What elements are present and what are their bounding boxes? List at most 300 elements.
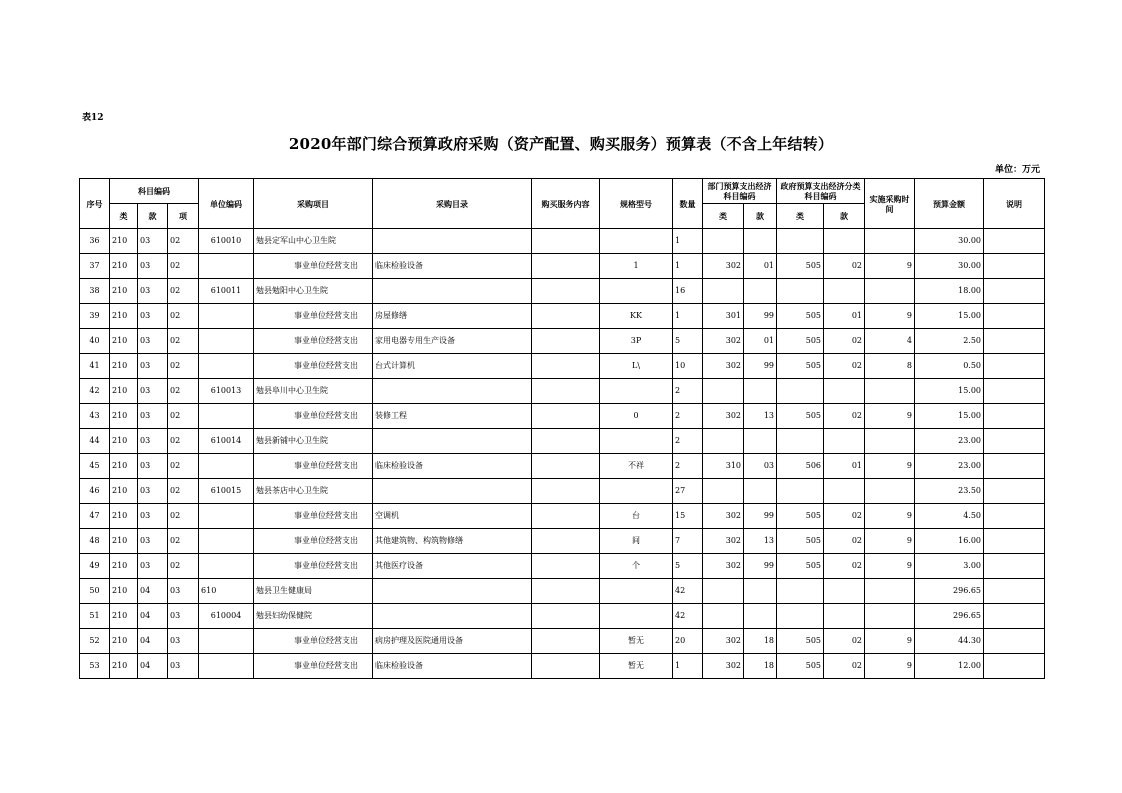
- cell-spec: 暂无: [600, 654, 673, 679]
- cell-service: [532, 504, 600, 529]
- cell-dl: [703, 604, 744, 629]
- cell-gl: 505: [777, 304, 824, 329]
- cell-note: [984, 454, 1045, 479]
- table-row: [80, 454, 1045, 479]
- cell-amount: 15.00: [915, 379, 984, 404]
- cell-qty: 1: [673, 304, 703, 329]
- cell-spec: 1: [600, 254, 673, 279]
- cell-service: [532, 654, 600, 679]
- cell-project: 事业单位经营支出: [254, 254, 373, 279]
- cell-spec: 间: [600, 529, 673, 554]
- cell-gl: 505: [777, 354, 824, 379]
- cell-gk: 02: [824, 529, 865, 554]
- header-spec: 规格型号: [600, 179, 673, 229]
- page-title: 2020年部门综合预算政府采购（资产配置、购买服务）预算表（不含上年结转）: [288, 135, 834, 153]
- cell-gl: 505: [777, 554, 824, 579]
- cell-dl: 310: [703, 454, 744, 479]
- cell-kuan: 04: [138, 629, 168, 654]
- cell-catalog: 房屋修缮: [373, 304, 532, 329]
- cell-unit-code: 610013: [199, 379, 254, 404]
- cell-gk: 02: [824, 629, 865, 654]
- cell-qty: 10: [673, 354, 703, 379]
- cell-gl: 505: [777, 504, 824, 529]
- cell-lei: 210: [110, 554, 138, 579]
- cell-catalog: 临床检验设备: [373, 454, 532, 479]
- cell-time: [865, 429, 915, 454]
- cell-amount: 296.65: [915, 604, 984, 629]
- cell-time: 8: [865, 354, 915, 379]
- cell-note: [984, 579, 1045, 604]
- cell-unit-code: [199, 529, 254, 554]
- cell-time: 9: [865, 554, 915, 579]
- cell-gl: 505: [777, 254, 824, 279]
- cell-xiang: 02: [168, 329, 199, 354]
- cell-dk: 01: [744, 329, 777, 354]
- cell-catalog: 病房护理及医院通用设备: [373, 629, 532, 654]
- cell-unit-code: [199, 554, 254, 579]
- cell-note: [984, 629, 1045, 654]
- header-qty: 数量: [673, 179, 703, 229]
- cell-catalog: [373, 279, 532, 304]
- cell-seq: 47: [80, 504, 110, 529]
- table-row: [80, 604, 1045, 629]
- cell-catalog: [373, 429, 532, 454]
- cell-service: [532, 329, 600, 354]
- cell-dk: 01: [744, 254, 777, 279]
- cell-qty: 27: [673, 479, 703, 504]
- cell-xiang: 02: [168, 454, 199, 479]
- cell-gl: [777, 429, 824, 454]
- cell-note: [984, 254, 1045, 279]
- cell-amount: 2.50: [915, 329, 984, 354]
- header-catalog: 采购目录: [373, 179, 532, 229]
- cell-kuan: 03: [138, 454, 168, 479]
- cell-service: [532, 304, 600, 329]
- cell-xiang: 02: [168, 354, 199, 379]
- cell-lei: 210: [110, 479, 138, 504]
- cell-dk: 13: [744, 529, 777, 554]
- cell-xiang: 02: [168, 229, 199, 254]
- cell-note: [984, 504, 1045, 529]
- cell-kuan: 03: [138, 354, 168, 379]
- cell-kuan: 03: [138, 529, 168, 554]
- cell-dl: 302: [703, 329, 744, 354]
- cell-seq: 46: [80, 479, 110, 504]
- cell-time: 9: [865, 254, 915, 279]
- cell-spec: [600, 229, 673, 254]
- cell-lei: 210: [110, 654, 138, 679]
- cell-seq: 40: [80, 329, 110, 354]
- cell-gl: [777, 479, 824, 504]
- table-row: [80, 329, 1045, 354]
- cell-seq: 52: [80, 629, 110, 654]
- cell-gl: [777, 604, 824, 629]
- cell-dk: 99: [744, 504, 777, 529]
- cell-gl: 505: [777, 654, 824, 679]
- cell-seq: 38: [80, 279, 110, 304]
- cell-gk: 02: [824, 654, 865, 679]
- cell-catalog: 临床检验设备: [373, 254, 532, 279]
- cell-xiang: 02: [168, 504, 199, 529]
- cell-seq: 49: [80, 554, 110, 579]
- cell-qty: 1: [673, 254, 703, 279]
- cell-qty: 2: [673, 454, 703, 479]
- cell-gl: 506: [777, 454, 824, 479]
- cell-qty: 7: [673, 529, 703, 554]
- cell-seq: 50: [80, 579, 110, 604]
- cell-gk: [824, 479, 865, 504]
- cell-amount: 3.00: [915, 554, 984, 579]
- cell-dk: [744, 279, 777, 304]
- cell-dk: 99: [744, 554, 777, 579]
- cell-unit-code: 610004: [199, 604, 254, 629]
- cell-spec: 3P: [600, 329, 673, 354]
- cell-catalog: 其他建筑物、构筑物修缮: [373, 529, 532, 554]
- cell-project: 勉县勉阳中心卫生院: [254, 279, 373, 304]
- cell-amount: 15.00: [915, 304, 984, 329]
- cell-spec: KK: [600, 304, 673, 329]
- cell-catalog: [373, 229, 532, 254]
- cell-dl: 302: [703, 504, 744, 529]
- cell-dk: 18: [744, 629, 777, 654]
- table-row: [80, 404, 1045, 429]
- cell-dk: 03: [744, 454, 777, 479]
- cell-xiang: 03: [168, 579, 199, 604]
- cell-note: [984, 654, 1045, 679]
- cell-kuan: 04: [138, 654, 168, 679]
- cell-dk: 18: [744, 654, 777, 679]
- cell-dl: 302: [703, 554, 744, 579]
- cell-gk: 02: [824, 329, 865, 354]
- cell-note: [984, 229, 1045, 254]
- table-row: [80, 429, 1045, 454]
- cell-catalog: [373, 579, 532, 604]
- cell-gl: [777, 379, 824, 404]
- cell-dk: 99: [744, 304, 777, 329]
- cell-note: [984, 604, 1045, 629]
- cell-time: 9: [865, 654, 915, 679]
- cell-unit-code: 610014: [199, 429, 254, 454]
- cell-dl: 302: [703, 629, 744, 654]
- cell-note: [984, 404, 1045, 429]
- cell-xiang: 03: [168, 629, 199, 654]
- cell-xiang: 02: [168, 404, 199, 429]
- cell-unit-code: [199, 354, 254, 379]
- cell-amount: 44.30: [915, 629, 984, 654]
- cell-lei: 210: [110, 279, 138, 304]
- cell-time: 9: [865, 454, 915, 479]
- cell-kuan: 03: [138, 229, 168, 254]
- cell-lei: 210: [110, 604, 138, 629]
- cell-dk: [744, 604, 777, 629]
- cell-project: 事业单位经营支出: [254, 629, 373, 654]
- cell-lei: 210: [110, 379, 138, 404]
- cell-amount: 23.00: [915, 454, 984, 479]
- table-row: [80, 354, 1045, 379]
- cell-spec: 0: [600, 404, 673, 429]
- cell-lei: 210: [110, 404, 138, 429]
- cell-qty: 5: [673, 554, 703, 579]
- cell-qty: 42: [673, 579, 703, 604]
- cell-xiang: 03: [168, 604, 199, 629]
- cell-dl: [703, 579, 744, 604]
- cell-gl: 505: [777, 404, 824, 429]
- cell-qty: 42: [673, 604, 703, 629]
- cell-spec: [600, 279, 673, 304]
- cell-note: [984, 329, 1045, 354]
- cell-unit-code: 610010: [199, 229, 254, 254]
- cell-unit-code: [199, 254, 254, 279]
- cell-service: [532, 529, 600, 554]
- cell-kuan: 04: [138, 604, 168, 629]
- cell-amount: 12.00: [915, 654, 984, 679]
- cell-lei: 210: [110, 304, 138, 329]
- cell-dk: [744, 579, 777, 604]
- cell-kuan: 03: [138, 254, 168, 279]
- cell-qty: 1: [673, 654, 703, 679]
- cell-service: [532, 429, 600, 454]
- cell-amount: 30.00: [915, 229, 984, 254]
- cell-gk: 02: [824, 354, 865, 379]
- cell-spec: [600, 604, 673, 629]
- cell-service: [532, 454, 600, 479]
- cell-amount: 4.50: [915, 504, 984, 529]
- header-dept-lei: 类: [703, 204, 744, 229]
- cell-gl: 505: [777, 529, 824, 554]
- cell-amount: 296.65: [915, 579, 984, 604]
- cell-project: 事业单位经营支出: [254, 354, 373, 379]
- table-row: [80, 529, 1045, 554]
- cell-qty: 15: [673, 504, 703, 529]
- cell-lei: 210: [110, 529, 138, 554]
- cell-dk: [744, 479, 777, 504]
- cell-project: 勉县阜川中心卫生院: [254, 379, 373, 404]
- cell-kuan: 03: [138, 504, 168, 529]
- cell-qty: 2: [673, 404, 703, 429]
- cell-service: [532, 629, 600, 654]
- cell-dl: 302: [703, 254, 744, 279]
- cell-catalog: 装修工程: [373, 404, 532, 429]
- table-row: [80, 504, 1045, 529]
- cell-project: 勉县茶店中心卫生院: [254, 479, 373, 504]
- cell-time: [865, 579, 915, 604]
- table-row: [80, 479, 1045, 504]
- cell-seq: 44: [80, 429, 110, 454]
- table-number: 表12: [82, 113, 104, 123]
- cell-unit-code: [199, 654, 254, 679]
- header-lei: 类: [110, 204, 138, 229]
- cell-project: 勉县妇幼保健院: [254, 604, 373, 629]
- cell-time: [865, 229, 915, 254]
- cell-qty: 2: [673, 379, 703, 404]
- cell-service: [532, 354, 600, 379]
- cell-note: [984, 429, 1045, 454]
- header-kuan: 款: [138, 204, 168, 229]
- cell-dl: 301: [703, 304, 744, 329]
- cell-time: [865, 479, 915, 504]
- cell-time: 9: [865, 404, 915, 429]
- cell-amount: 18.00: [915, 279, 984, 304]
- cell-kuan: 03: [138, 379, 168, 404]
- cell-note: [984, 554, 1045, 579]
- table-row: [80, 654, 1045, 679]
- cell-time: 4: [865, 329, 915, 354]
- cell-unit-code: [199, 629, 254, 654]
- cell-dk: [744, 229, 777, 254]
- cell-gl: 505: [777, 629, 824, 654]
- header-dept-kuan: 款: [744, 204, 777, 229]
- cell-seq: 53: [80, 654, 110, 679]
- cell-unit-code: [199, 304, 254, 329]
- cell-xiang: 03: [168, 654, 199, 679]
- cell-seq: 43: [80, 404, 110, 429]
- table-body: [80, 229, 1045, 679]
- cell-time: [865, 604, 915, 629]
- cell-gl: [777, 279, 824, 304]
- cell-dl: [703, 279, 744, 304]
- cell-spec: 不祥: [600, 454, 673, 479]
- table-row: [80, 554, 1045, 579]
- cell-note: [984, 354, 1045, 379]
- cell-spec: [600, 579, 673, 604]
- cell-kuan: 04: [138, 579, 168, 604]
- cell-dk: [744, 429, 777, 454]
- table-row: [80, 304, 1045, 329]
- cell-gk: 02: [824, 554, 865, 579]
- cell-dl: 302: [703, 354, 744, 379]
- cell-service: [532, 254, 600, 279]
- cell-catalog: [373, 479, 532, 504]
- header-unit-code: 单位编码: [199, 179, 254, 229]
- cell-seq: 45: [80, 454, 110, 479]
- cell-gk: 02: [824, 404, 865, 429]
- cell-kuan: 03: [138, 279, 168, 304]
- cell-gk: 02: [824, 254, 865, 279]
- cell-project: 勉县卫生健康局: [254, 579, 373, 604]
- cell-project: 勉县定军山中心卫生院: [254, 229, 373, 254]
- cell-gk: [824, 579, 865, 604]
- cell-lei: 210: [110, 354, 138, 379]
- cell-unit-code: [199, 329, 254, 354]
- procurement-budget-table: [79, 178, 1045, 679]
- cell-dl: 302: [703, 529, 744, 554]
- header-project: 采购项目: [254, 179, 373, 229]
- header-subject-code: 科目编码: [110, 179, 199, 204]
- header-time: 实施采购时间: [865, 179, 915, 229]
- cell-service: [532, 554, 600, 579]
- cell-xiang: 02: [168, 304, 199, 329]
- cell-kuan: 03: [138, 429, 168, 454]
- cell-dk: 99: [744, 354, 777, 379]
- cell-service: [532, 604, 600, 629]
- cell-gk: [824, 429, 865, 454]
- cell-dl: [703, 379, 744, 404]
- cell-gk: 01: [824, 454, 865, 479]
- cell-spec: 台: [600, 504, 673, 529]
- cell-project: 事业单位经营支出: [254, 404, 373, 429]
- cell-gk: 01: [824, 304, 865, 329]
- cell-gl: 505: [777, 329, 824, 354]
- table-row: [80, 379, 1045, 404]
- cell-lei: 210: [110, 329, 138, 354]
- cell-xiang: 02: [168, 279, 199, 304]
- cell-kuan: 03: [138, 329, 168, 354]
- cell-xiang: 02: [168, 554, 199, 579]
- cell-project: 事业单位经营支出: [254, 529, 373, 554]
- cell-seq: 39: [80, 304, 110, 329]
- header-xiang: 项: [168, 204, 199, 229]
- cell-service: [532, 579, 600, 604]
- header-amount: 预算金额: [915, 179, 984, 229]
- cell-catalog: 空调机: [373, 504, 532, 529]
- cell-service: [532, 404, 600, 429]
- cell-dl: [703, 229, 744, 254]
- cell-time: 9: [865, 529, 915, 554]
- cell-note: [984, 379, 1045, 404]
- cell-catalog: 其他医疗设备: [373, 554, 532, 579]
- cell-project: 事业单位经营支出: [254, 654, 373, 679]
- table-row: [80, 254, 1045, 279]
- header-service: 购买服务内容: [532, 179, 600, 229]
- cell-lei: 210: [110, 504, 138, 529]
- cell-unit-code: [199, 404, 254, 429]
- cell-catalog: [373, 379, 532, 404]
- cell-gk: [824, 279, 865, 304]
- cell-service: [532, 379, 600, 404]
- cell-kuan: 03: [138, 404, 168, 429]
- cell-xiang: 02: [168, 379, 199, 404]
- cell-service: [532, 279, 600, 304]
- cell-xiang: 02: [168, 429, 199, 454]
- cell-qty: 1: [673, 229, 703, 254]
- cell-amount: 23.50: [915, 479, 984, 504]
- cell-xiang: 02: [168, 529, 199, 554]
- cell-service: [532, 479, 600, 504]
- cell-dl: 302: [703, 654, 744, 679]
- cell-dl: [703, 429, 744, 454]
- cell-catalog: [373, 604, 532, 629]
- cell-spec: 个: [600, 554, 673, 579]
- cell-kuan: 03: [138, 554, 168, 579]
- table-row: [80, 629, 1045, 654]
- cell-lei: 210: [110, 579, 138, 604]
- cell-spec: L\: [600, 354, 673, 379]
- header-gov-kuan: 款: [824, 204, 865, 229]
- cell-gk: [824, 379, 865, 404]
- cell-catalog: 台式计算机: [373, 354, 532, 379]
- header-dept-econ: 部门预算支出经济科目编码: [703, 179, 777, 204]
- cell-dl: 302: [703, 404, 744, 429]
- cell-lei: 210: [110, 429, 138, 454]
- cell-note: [984, 529, 1045, 554]
- cell-dk: [744, 379, 777, 404]
- cell-service: [532, 229, 600, 254]
- cell-catalog: 临床检验设备: [373, 654, 532, 679]
- cell-project: 事业单位经营支出: [254, 304, 373, 329]
- cell-gk: [824, 229, 865, 254]
- cell-qty: 20: [673, 629, 703, 654]
- cell-xiang: 02: [168, 479, 199, 504]
- cell-lei: 210: [110, 254, 138, 279]
- cell-unit-code: 610011: [199, 279, 254, 304]
- header-gov-lei: 类: [777, 204, 824, 229]
- table-row: [80, 579, 1045, 604]
- cell-spec: 暂无: [600, 629, 673, 654]
- cell-kuan: 03: [138, 479, 168, 504]
- table-row: [80, 279, 1045, 304]
- cell-qty: 2: [673, 429, 703, 454]
- cell-seq: 51: [80, 604, 110, 629]
